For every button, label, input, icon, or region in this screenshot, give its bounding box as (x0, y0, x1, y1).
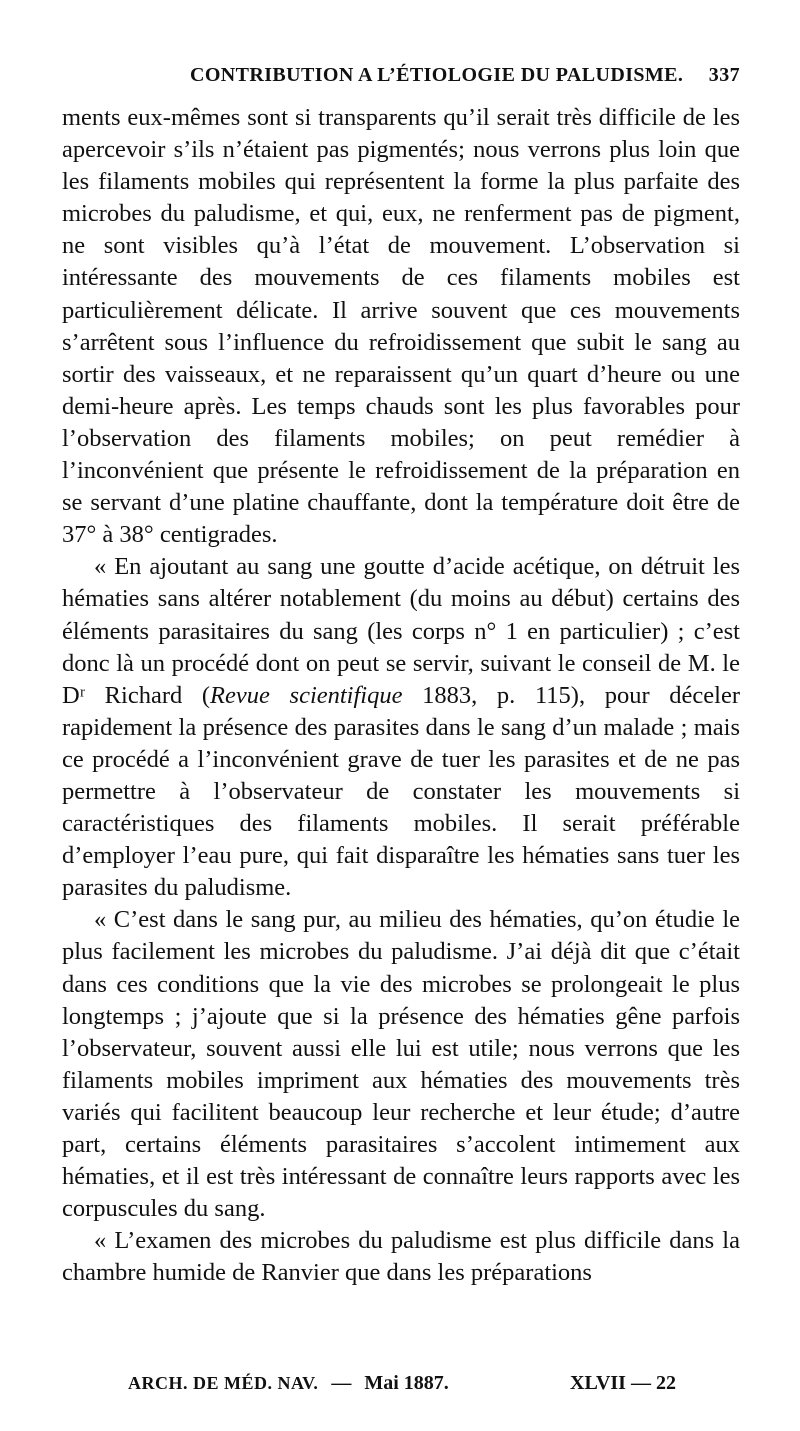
paragraph-ranvier-chamber: « L’examen des microbes du paludisme est plus difficile dans la chambre humide de Ranvier que dans les préparations (62, 1227, 740, 1287)
paragraph-text: 1883, p. 115), pour déceler rapidement la présence des parasites dans le sang d’un malade ; mais ce procédé a l’inconvénient grave de tuer les parasites et de ne pas permettre à l’observateur de constater les mouvements si caractéristiques des filaments mobiles. Il serait préférable d’employer l’eau pure, qui fait disparaître les hématies sans tuer les parasites du paludisme. (62, 681, 741, 902)
page-number: 337 (708, 64, 740, 86)
footer-journal: ARCH. DE MÉD. NAV. (128, 1373, 319, 1393)
paragraph-continuation: ments eux-mêmes sont si transparents qu’il serait très difficile de les apercevoir s’ils n’étaient pas pigmentés; nous verrons plus loin que les filaments mobiles qui représentent la forme la plus parfaite des microbes du paludisme, et qui, eux, ne renferment pas de pigment, ne sont visibles qu’à l’état de mouvement. L’observation si intéressante des mouvements de ces filaments mobiles est particulièrement délicate. Il arrive souvent que ces mouvements s’arrêtent sous l’influence du refroidissement que subit le sang au sortir des vaisseaux, et ne reparaissent qu’un quart d’heure ou une demi-heure après. Les temps chauds sont les plus favorables pour l’observation des filaments mobiles; on peut remédier à l’inconvénient que présente le refroidissement de la préparation en se servant d’une platine chauffante, dont la température doit être de 37° à 38° centigrades. (62, 104, 740, 549)
running-title: CONTRIBUTION A L’ÉTIOLOGIE DU PALUDISME. (190, 64, 684, 86)
body-text (62, 102, 740, 1289)
journal-citation: Revue scientifique (210, 681, 403, 709)
page-footer (128, 1372, 728, 1395)
paragraph-pure-blood: « C’est dans le sang pur, au milieu des hématies, qu’on étudie le plus facilement les microbes du paludisme. J’ai déjà dit que c’était dans ces conditions que la vie des microbes se prolongeait le plus longtemps ; j’ajoute que si la présence des hématies gêne parfois l’observateur, souvent aussi elle lui est utile; nous verrons que les filaments mobiles impriment aux hématies des mouvements très variés qui facilitent beaucoup leur recherche et leur étude; d’autre part, certains éléments parasitaires s’accolent intimement aux hématies, et il est très intéressant de connaître leurs rapports avec les corpuscules du sang. (62, 906, 740, 1223)
paragraph-acetic-acid (62, 551, 740, 904)
footer-volume: XLVII — 22 (570, 1372, 676, 1394)
paragraph-text: « En ajoutant au sang une goutte d’acide acétique, on détruit les hématies sans altérer notablement (du moins au début) certains des éléments parasitaires du sang (les corps n° 1 en particulier) ; c’est donc là un procédé dont on peut se servir, suivant le conseil de M. le Dʳ Richard ( (62, 553, 740, 709)
footer-dash: — (331, 1372, 352, 1394)
footer-date: Mai 1887. (364, 1372, 449, 1394)
